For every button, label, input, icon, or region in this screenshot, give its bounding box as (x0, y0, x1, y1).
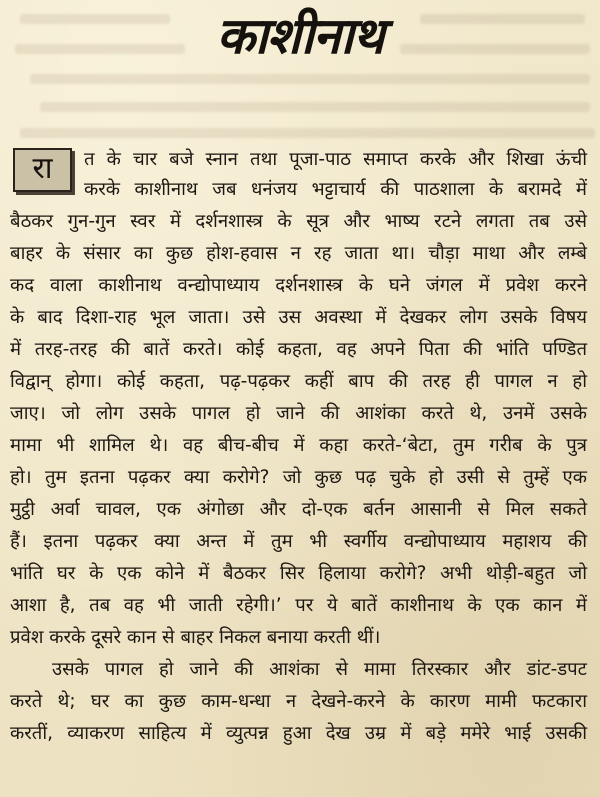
paragraph-line: करतीं, व्याकरण साहित्य में व्युत्पन्न हुआ देख उम्र में बड़े ममेरे भाई उसकी (10, 723, 587, 744)
paragraph-line: आशा है, तब वह भी जाती रहेगी।’ पर ये बातें काशीनाथ के एक कान में (10, 595, 587, 616)
bleed-through-line (20, 128, 595, 138)
paragraph-line: त के चार बजे स्नान तथा पूजा-पाठ समाप्त करके और शिखा ऊंची (84, 149, 587, 170)
paragraph-line: विद्वान् होगा। कोई कहता, पढ़-पढ़कर कहीं बाप की तरह ही पागल न हो (10, 371, 587, 392)
paragraph-line: हैं। इतना पढ़कर क्या अन्त में तुम भी स्वर्गीय वन्द्योपाध्याय महाशय की (10, 531, 587, 552)
paragraph-line: उसके पागल हो जाने की आशंका से मामा तिरस्कार और डांट-डपट (52, 659, 587, 680)
bleed-through-line (40, 102, 590, 112)
paragraph-line: भांति घर के एक कोने में बैठकर सिर हिलाया करोगे? अभी थोड़ी-बहुत जो (10, 563, 587, 584)
paragraph-line: कद वाला काशीनाथ वन्द्योपाध्याय दर्शनशास्त्र के घने जंगल में प्रवेश करने (10, 275, 587, 296)
paragraph-line: हो। तुम इतना पढ़कर क्या करोगे? जो कुछ पढ़ चुके हो उसी से तुम्हें एक (10, 467, 587, 488)
paragraph-line: प्रवेश करके दूसरे कान से बाहर निकल बनाया करती थीं। (10, 627, 381, 648)
paragraph-line: मुट्ठी अर्वा चावल, एक अंगोछा और दो-एक बर्तन आसानी से मिल सकते (10, 499, 587, 520)
bleed-through-line (30, 74, 590, 84)
paragraph-line: करके काशीनाथ जब धनंजय भट्टाचार्य की पाठशाला के बरामदे में (84, 179, 587, 200)
chapter-title: काशीनाथ (216, 7, 384, 65)
paragraph-line: बाहर के संसार का कुछ होश-हवास न रह जाता था। चौड़ा माथा और लम्बे (10, 243, 587, 264)
paragraph-line: करते थे; घर का कुछ काम-धन्धा न देखने-करने के कारण मामी फटकारा (10, 691, 587, 712)
paragraph-line: में तरह-तरह की बातें करते। कोई कहता, वह अपने पिता की भांति पण्डित (10, 339, 587, 360)
paragraph-line: बैठकर गुन-गुन स्वर में दर्शनशास्त्र के सूत्र और भाष्य रटने लगता तब उसे (10, 211, 587, 232)
drop-cap (13, 148, 72, 192)
paragraph-line: जाए। जो लोग उसके पागल हो जाने की आशंका करते थे, उनमें उसके (10, 403, 587, 424)
paragraph-line: के बाद दिशा-राह भूल जाता। उसे उस अवस्था में देखकर लोग उसके विषय (10, 307, 587, 328)
paragraph-line: मामा भी शामिल थे। वह बीच-बीच में कहा करते-‘बेटा, तुम गरीब के पुत्र (10, 435, 587, 456)
drop-cap-letter: रा (32, 151, 53, 186)
